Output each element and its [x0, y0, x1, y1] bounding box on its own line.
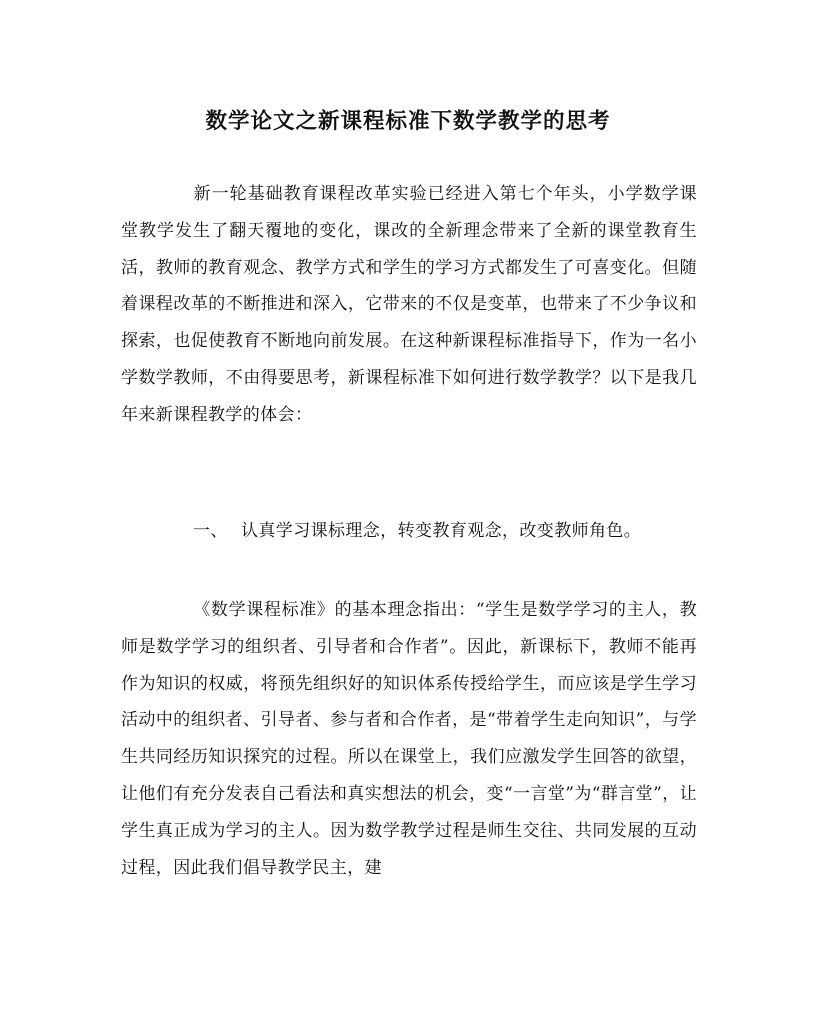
intro-text: 新一轮基础教育课程改革实验已经进入第七个年头，小学数学课堂教学发生了翻天覆地的变化，课改的全新理念带来了全新的课堂教育生活，教师的教育观念、教学方式和学生的学习方式都发生了可喜变化。但随着课程改革的不断推进和深入，它带来的不仅是变革，也带来了不少争议和探索，也促使教育不断地向前发展。在这种新课程标准指导下，作为一名小学数学教师，不由得要思考，新课程标准下如何进行数学教学？以下是我几年来新课程教学的体会： — [121, 184, 697, 425]
body-text: 《数学课程标准》的基本理念指出：“学生是数学学习的主人，教师是数学学习的组织者、引导者和合作者”。因此，新课标下，教师不能再作为知识的权威，将预先组织好的知识体系传授给学生，而应该是学生学习活动中的组织者、引导者、参与者和合作者，是“带着学生走向知识”，与学生共同经历知识探究的过程。所以在课堂上，我们应激发学生回答的欲望，让他们有充分发表自己看法和真实想法的机会，变“一言堂”为“群言堂”，让学生真正成为学习的主人。因为数学教学过程是师生交往、共同发展的互动过程，因此我们倡导教学民主，建 — [121, 600, 697, 878]
section-heading — [193, 513, 641, 549]
document-title: 数学论文之新课程标准下数学教学的思考 — [205, 109, 611, 134]
section-heading-text: 认真学习课标理念，转变教育观念，改变教师角色。 — [241, 521, 642, 541]
intro-paragraph — [121, 176, 697, 434]
section-number: 一、 — [193, 521, 228, 541]
body-paragraph — [121, 592, 697, 886]
